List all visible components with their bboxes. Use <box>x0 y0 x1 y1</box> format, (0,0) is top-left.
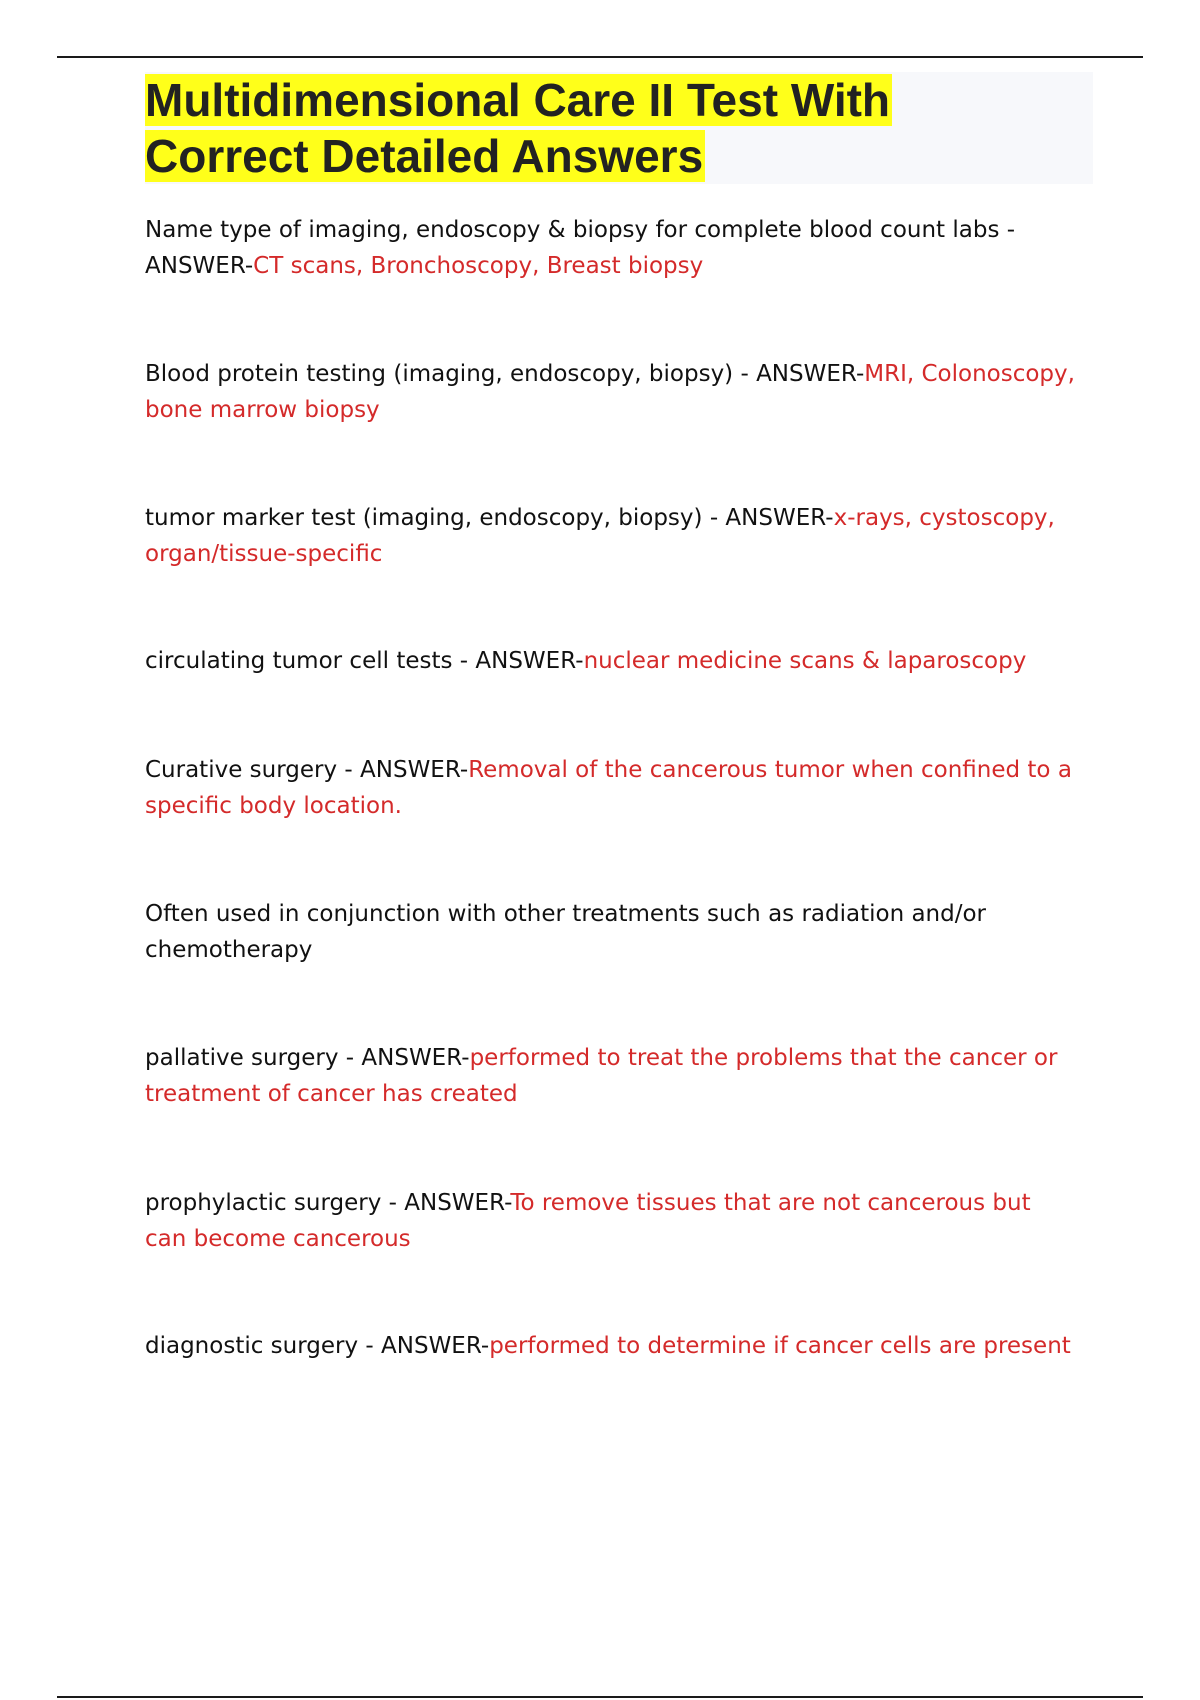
question-7: pallative surgery <box>145 1045 339 1071</box>
document-title <box>145 72 1105 184</box>
answer-5: Removal of the cancerous tumor when confined to a specific body location. <box>145 757 1072 819</box>
bottom-rule <box>57 1696 1143 1698</box>
qa-item-9 <box>145 1328 1075 1364</box>
answer-label-3: - ANSWER- <box>702 505 834 531</box>
answer-3: x-rays, cystoscopy, organ/tissue-specific <box>145 505 1055 567</box>
top-rule <box>57 56 1143 58</box>
qa-item-5 <box>145 752 1075 824</box>
answer-label-8: - ANSWER- <box>381 1190 511 1216</box>
question-9: diagnostic surgery <box>145 1333 359 1359</box>
question-2: Blood protein testing (imaging, endoscopy, biopsy) <box>145 361 734 387</box>
answer-1: CT scans, Bronchoscopy, Breast biopsy <box>253 253 704 279</box>
qa-item-4 <box>145 643 1075 679</box>
note-paragraph: Often used in conjunction with other treatments such as radiation and/or chemotherapy <box>145 901 987 963</box>
title-line-1: Multidimensional Care II Test With <box>145 74 891 126</box>
question-1: Name type of imaging, endoscopy & biopsy for complete blood count labs <box>145 217 1000 243</box>
answer-label-7: - ANSWER- <box>338 1045 470 1071</box>
answer-8: To remove tissues that are not cancerous but can become cancerous <box>145 1190 1031 1252</box>
qa-item-1 <box>145 212 1075 284</box>
answer-4: nuclear medicine scans & laparoscopy <box>583 648 1027 674</box>
qa-item-2 <box>145 356 1075 428</box>
answer-label-2: - ANSWER- <box>733 361 865 387</box>
question-3: tumor marker test (imaging, endoscopy, biopsy) <box>145 505 703 531</box>
answer-2: MRI, Colonoscopy, bone marrow biopsy <box>145 361 1075 423</box>
answer-label-1: - ANSWER- <box>145 217 1016 279</box>
question-5: Curative surgery <box>145 757 338 783</box>
qa-item-3 <box>145 500 1075 572</box>
answer-7: performed to treat the problems that the cancer or treatment of cancer has created <box>145 1045 1058 1107</box>
answer-label-4: - ANSWER- <box>452 648 584 674</box>
qa-item-8 <box>145 1185 1075 1257</box>
question-4: circulating tumor cell tests <box>145 648 453 674</box>
answer-label-5: - ANSWER- <box>337 757 469 783</box>
answer-9: performed to determine if cancer cells are present <box>489 1333 1071 1359</box>
answer-label-9: - ANSWER- <box>358 1333 490 1359</box>
title-line-2: Correct Detailed Answers <box>145 130 704 182</box>
question-8: prophylactic surgery <box>145 1190 382 1216</box>
qa-item-7 <box>145 1040 1075 1112</box>
